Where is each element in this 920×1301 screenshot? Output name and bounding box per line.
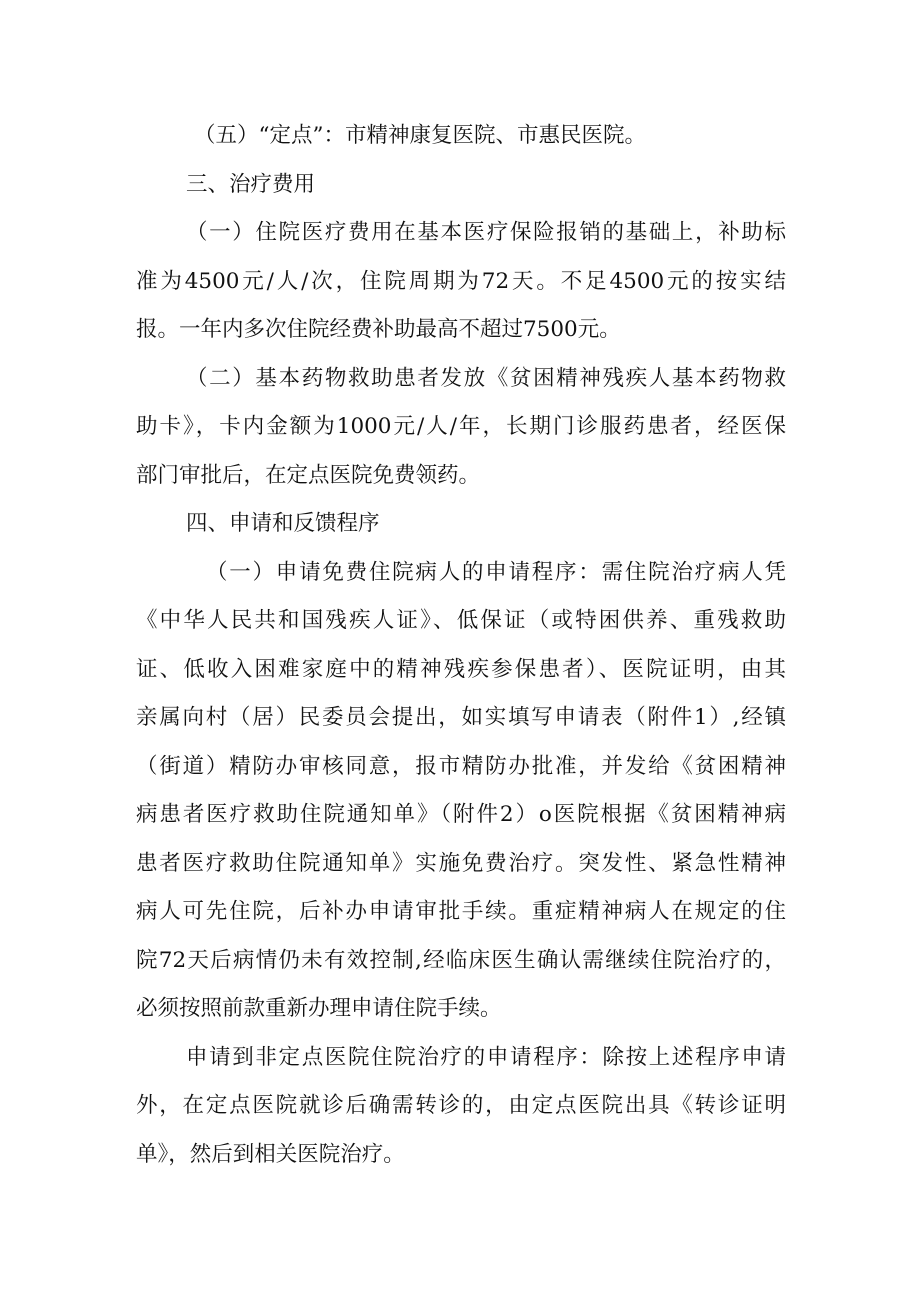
paragraph-non-designated-line-2: 外，在定点医院就诊后确需转诊的，由定点医院出具《转诊证明: [136, 1093, 786, 1118]
paragraph-inpatient-costs-line-3: 报。一年内多次住院经费补助最高不超过7500元。: [136, 317, 621, 342]
paragraph-inpatient-costs-line-2: 准为4500元/人/次，住院周期为72天。不足4500元的按实结: [136, 268, 786, 294]
section-heading-application-procedure: 四、申请和反馈程序: [186, 511, 380, 536]
paragraph-application-line-2: 《中华人民共和国残疾人证》、低保证（或特困供养、重残救助: [136, 608, 786, 633]
paragraph-application-line-9: 院72天后病情仍未有效控制,经临床医生确认需继续住院治疗的，: [136, 947, 786, 973]
paragraph-inpatient-costs-line-1: （一）住院医疗费用在基本医疗保险报销的基础上，补助标: [186, 220, 786, 245]
paragraph-application-line-6: 病患者医疗救助住院通知单》（附件2）o医院根据《贫困精神病: [136, 802, 786, 827]
paragraph-drug-aid-line-1: （二）基本药物救助患者发放《贫困精神残疾人基本药物救: [186, 365, 786, 391]
paragraph-drug-aid-line-2: 助卡》，卡内金额为1000元/人/年，长期门诊服药患者，经医保: [136, 414, 786, 439]
paragraph-designated-hospitals: （五）“定点”：市精神康复医院、市惠民医院。: [194, 123, 646, 148]
paragraph-non-designated-line-1: 申请到非定点医院住院治疗的申请程序：除按上述程序申请: [186, 1044, 786, 1070]
paragraph-application-line-5: （街道）精防办审核同意，报市精防办批准，并发给《贫困精神: [136, 753, 786, 779]
document-body: [136, 112, 786, 1179]
section-heading-treatment-costs: 三、治疗费用: [186, 171, 316, 197]
paragraph-application-line-7: 患者医疗救助住院通知单》实施免费治疗。突发性、紧急性精神: [136, 850, 786, 876]
paragraph-drug-aid-line-3: 部门审批后，在定点医院免费领药。: [136, 462, 481, 488]
paragraph-application-line-10: 必须按照前款重新办理申请住院手续。: [136, 996, 502, 1021]
paragraph-non-designated-line-3: 单》，然后到相关医院治疗。: [136, 1141, 405, 1167]
paragraph-application-line-1: （一）申请免费住院病人的申请程序：需住院治疗病人凭: [206, 559, 786, 585]
paragraph-application-line-4: 亲属向村（居）民委员会提出，如实填写申请表（附件1）,经镇: [136, 705, 786, 730]
paragraph-application-line-3: 证、低收入困难家庭中的精神残疾参保患者）、医院证明，由其: [136, 656, 786, 682]
paragraph-application-line-8: 病人可先住院，后补办申请审批手续。重症精神病人在规定的住: [136, 899, 786, 924]
